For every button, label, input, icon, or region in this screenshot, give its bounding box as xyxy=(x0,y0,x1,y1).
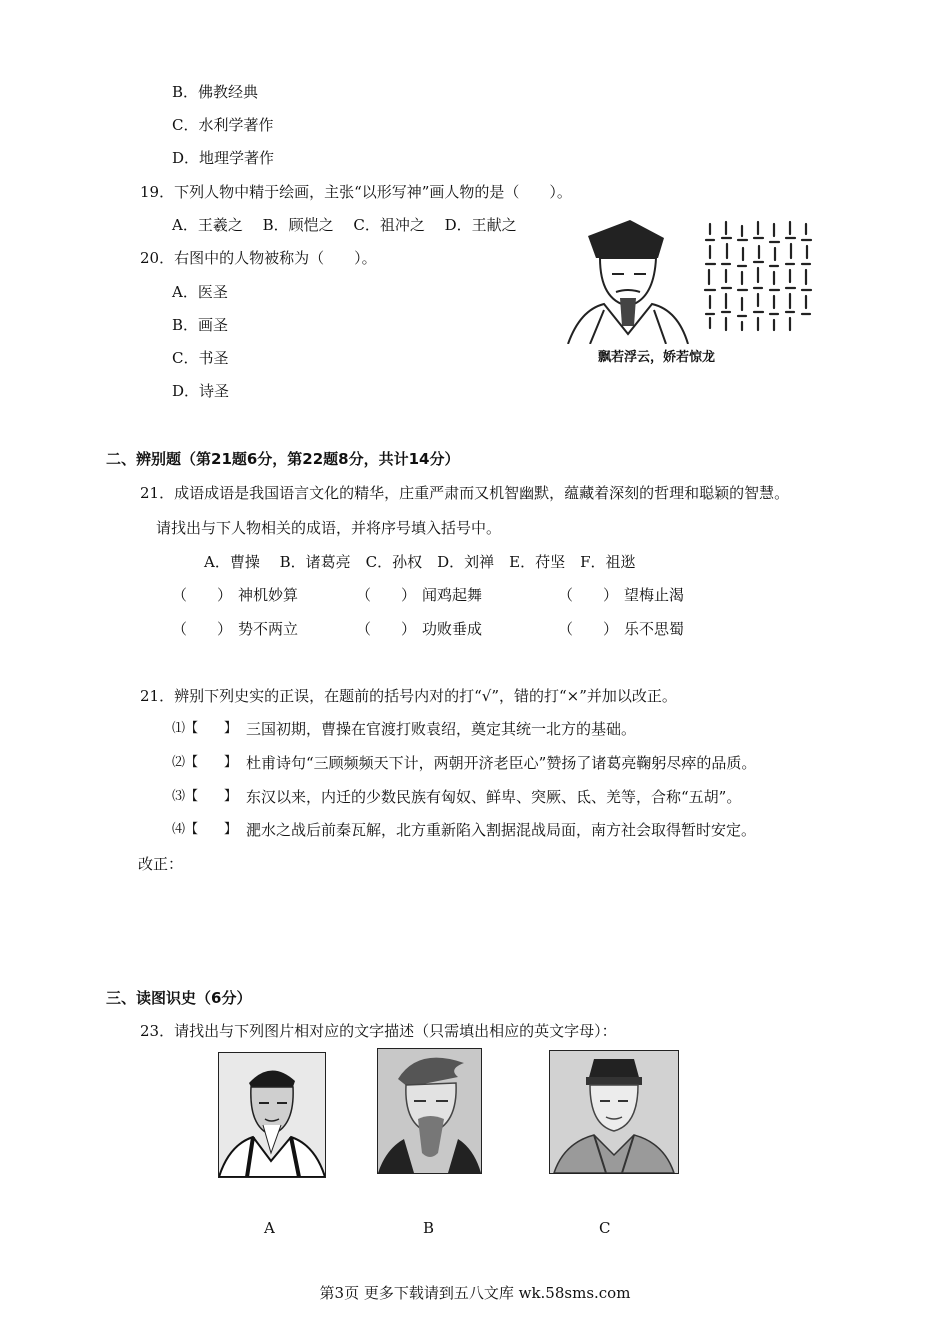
q20-stem: 20．右图中的人物被称为（ ）。 xyxy=(140,249,377,267)
q21b-item-3-num[interactable]: ⑶【 】 xyxy=(172,789,238,804)
idiom-text: 望梅止渴 xyxy=(624,586,685,604)
q21a-people: A．曹操 B．诸葛亮 C．孙权 D．刘禅 E．苻坚 F．祖逖 xyxy=(204,553,636,571)
image-label-c: C xyxy=(599,1219,611,1237)
portrait-image-c xyxy=(549,1050,679,1174)
idiom-blank[interactable]: （ ） xyxy=(558,620,619,638)
idiom-blank[interactable]: （ ） xyxy=(172,620,233,638)
q20-figure-caption: 飘若浮云，娇若惊龙 xyxy=(598,350,716,365)
page-footer: 第3页 更多下载请到五八文库 wk.58sms.com xyxy=(319,1284,631,1302)
q23-stem: 23．请找出与下列图片相对应的文字描述（只需填出相应的英文字母）： xyxy=(140,1022,617,1040)
q20-figure xyxy=(560,214,820,365)
q19-options: A．王羲之 B．顾恺之 C．祖冲之 D．王献之 xyxy=(172,216,517,234)
q21b-item-4-num[interactable]: ⑷【 】 xyxy=(172,822,238,837)
calligrapher-portrait-image xyxy=(560,214,690,344)
idiom-text: 势不两立 xyxy=(238,620,299,638)
idiom-text: 神机妙算 xyxy=(238,586,299,604)
calligraphy-scroll-image xyxy=(700,218,820,336)
q21a-stem: 21．成语成语是我国语言文化的精华，庄重严肃而又机智幽默，蕴藏着深刻的哲理和聪颖的智慧。 xyxy=(140,484,790,502)
q20-option-d: D．诗圣 xyxy=(172,382,230,400)
q21b-stem: 21．辨别下列史实的正误，在题前的括号内对的打“√”，错的打“×”并加以改正。 xyxy=(140,687,677,705)
q21a-instruction: 请找出与下人物相关的成语，并将序号填入括号中。 xyxy=(156,519,502,537)
portrait-image-a xyxy=(218,1052,326,1178)
idiom-text: 功败垂成 xyxy=(422,620,483,638)
q21b-item-4-text: 淝水之战后前秦瓦解，北方重新陷入割据混战局面，南方社会取得暂时安定。 xyxy=(246,821,757,839)
q18-option-b: B．佛教经典 xyxy=(172,83,259,101)
q21b-item-3-text: 东汉以来，内迁的少数民族有匈奴、鲜卑、突厥、氐、羌等，合称“五胡”。 xyxy=(246,788,742,806)
q19-stem: 19．下列人物中精于绘画，主张“以形写神”画人物的是（ ）。 xyxy=(140,183,572,201)
image-label-a: A xyxy=(264,1219,275,1237)
section2-heading: 二、辨别题（第21题6分，第22题8分，共计14分） xyxy=(106,450,460,468)
section3-heading: 三、读图识史（6分） xyxy=(106,989,252,1007)
q21b-item-2-num[interactable]: ⑵【 】 xyxy=(172,755,238,770)
portrait-image-b xyxy=(377,1048,482,1174)
idiom-blank[interactable]: （ ） xyxy=(356,586,417,604)
image-label-b: B xyxy=(423,1219,435,1237)
q20-option-b: B．画圣 xyxy=(172,316,229,334)
idiom-text: 闻鸡起舞 xyxy=(422,586,483,604)
correction-label: 改正： xyxy=(138,855,184,873)
q18-option-d: D．地理学著作 xyxy=(172,149,275,167)
idiom-blank[interactable]: （ ） xyxy=(356,620,417,638)
idiom-blank[interactable]: （ ） xyxy=(172,586,233,604)
q21b-item-2-text: 杜甫诗句“三顾频频天下计，两朝开济老臣心”赞扬了诸葛亮鞠躬尽瘁的品质。 xyxy=(246,754,757,772)
q20-option-a: A．医圣 xyxy=(172,283,228,301)
q21b-item-1-num[interactable]: ⑴【 】 xyxy=(172,721,238,736)
q20-option-c: C．书圣 xyxy=(172,349,229,367)
q18-option-c: C．水利学著作 xyxy=(172,116,274,134)
idiom-text: 乐不思蜀 xyxy=(624,620,685,638)
q21b-item-1-text: 三国初期，曹操在官渡打败袁绍，奠定其统一北方的基础。 xyxy=(246,720,637,738)
idiom-blank[interactable]: （ ） xyxy=(558,586,619,604)
